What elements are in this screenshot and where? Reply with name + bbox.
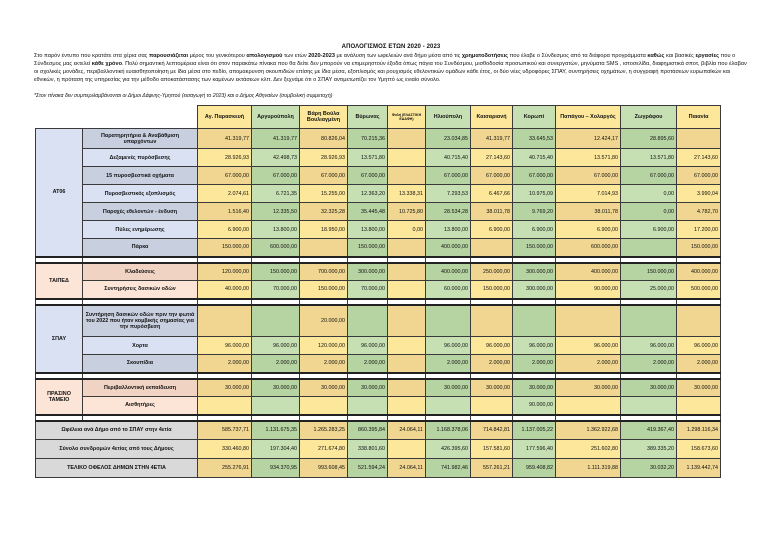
column-header: Ζωγράφου	[621, 106, 677, 129]
totals-cell: 860.395,84	[348, 421, 388, 440]
value-cell: 67.000,00	[300, 167, 348, 185]
value-cell: 4.782,70	[677, 203, 721, 221]
value-cell: 250.000,00	[471, 263, 513, 281]
value-cell	[252, 305, 300, 337]
value-cell: 38.011,78	[471, 203, 513, 221]
value-cell: 27.143,60	[471, 149, 513, 167]
value-cell	[471, 305, 513, 337]
value-cell: 67.000,00	[677, 167, 721, 185]
value-cell: 3.990,04	[677, 185, 721, 203]
value-cell: 500.000,00	[677, 281, 721, 299]
totals-row	[36, 459, 721, 478]
value-cell: 67.000,00	[198, 167, 252, 185]
column-header: Φυλή (ΕΛΑΣΤΙΚΗ ΕΔΑΦΗ)	[388, 106, 426, 129]
value-cell: 28.926,93	[198, 149, 252, 167]
value-cell: 0,00	[621, 185, 677, 203]
totals-cell: 1.168.378,06	[426, 421, 471, 440]
value-cell: 41.319,77	[471, 129, 513, 149]
category-label: ΑΤ06	[36, 129, 83, 257]
value-cell	[426, 305, 471, 337]
value-cell	[388, 355, 426, 373]
table-row	[36, 397, 721, 415]
totals-cell: 251.602,80	[556, 440, 621, 459]
value-cell: 32.325,28	[300, 203, 348, 221]
column-header: Ηλιούπολη	[426, 106, 471, 129]
value-cell	[300, 239, 348, 257]
value-cell: 30.000,00	[300, 379, 348, 397]
totals-cell: 197.304,40	[252, 440, 300, 459]
value-cell: 67.000,00	[556, 167, 621, 185]
value-cell: 2.000,00	[621, 355, 677, 373]
row-label: 15 πυροσβεστικά οχήματα	[83, 167, 198, 185]
value-cell: 2.000,00	[513, 355, 556, 373]
value-cell: 96.000,00	[252, 337, 300, 355]
value-cell	[471, 397, 513, 415]
category-label: ΤΑΙΠΕΔ	[36, 263, 83, 299]
value-cell	[388, 281, 426, 299]
value-cell: 80.826,04	[300, 129, 348, 149]
table-row	[36, 239, 721, 257]
value-cell: 2.000,00	[471, 355, 513, 373]
value-cell: 150.000,00	[198, 239, 252, 257]
totals-cell: 1.139.442,74	[677, 459, 721, 478]
value-cell: 30.000,00	[252, 379, 300, 397]
value-cell	[471, 239, 513, 257]
value-cell: 33.645,53	[513, 129, 556, 149]
totals-cell: 419.367,40	[621, 421, 677, 440]
value-cell: 30.000,00	[426, 379, 471, 397]
value-cell: 96.000,00	[621, 337, 677, 355]
value-cell: 300.000,00	[513, 263, 556, 281]
totals-cell: 30.032,20	[621, 459, 677, 478]
totals-cell: 426.395,60	[426, 440, 471, 459]
value-cell	[388, 149, 426, 167]
value-cell: 6.721,35	[252, 185, 300, 203]
value-cell: 150.000,00	[300, 281, 348, 299]
value-cell: 6.900,00	[198, 221, 252, 239]
table-row	[36, 379, 721, 397]
value-cell: 28.926,93	[300, 149, 348, 167]
value-cell: 17.200,00	[677, 221, 721, 239]
table-row	[36, 263, 721, 281]
totals-cell: 330.460,80	[198, 440, 252, 459]
table-row	[36, 203, 721, 221]
value-cell	[388, 239, 426, 257]
value-cell: 600.000,00	[252, 239, 300, 257]
totals-cell: 1.137.005,22	[513, 421, 556, 440]
header-row	[36, 106, 721, 129]
intro-paragraph: Στο παρόν έντυπο που κρατάτε στα χέρια σας παρουσιάζεται μέρος του γενικότερου απολογισμού των ετών 2020-2023 με ανάλυση των ωφελειών ανά δήμο μέσα από τις χρηματοδοτήσεις που έλαβε ο Σύνδεσμος από τα διάφορα προγράμματα καθώς και βασικές εργασίες που ο Σύνδεσμος μας εκτελεί κάθε χρόνο. Πολύ σημαντική λεπτομέρεια είναι ότι στον παρακάτω πίνακα που θα δείτε δεν μπορούν να επιμερηστούν έξοδα όπως πάγια του Συνδέσμου, μισθοδοσία προσωπικού και συνεργατών, μηνύματα SMS , ιστοσελίδα, διαφημιστικά σποτ, βιβλία που έλαβαν οι σχολικές μονάδες, περιβαλλοντική ευαισθητοποίηση με ίδια μέσα στο πεδίο, απομακρυνση σκουπιδιών επίσης με ίδια μέσα, εξοπλισμός και ρουχισμός εθελοντικών ομάδων κάθε έτος, οι δύο νέες υδροφόρες ΣΠΑΥ, συντηρήσεις οχημάτων, η συγγραφή προτάσεων ευρωπαϊκών και εθνικών, η πρόταση της υπηρεσίας για την μέθοδο αποκατάστασης των καμένων εκτάσεων κλπ. Δεν ξεχνάμε ότι ο ΣΠΑΥ αντιμετωπίζει τον Υμηττό ως ενιαίο σύνολο.	[34, 53, 747, 84]
value-cell: 120.000,00	[300, 337, 348, 355]
value-cell	[513, 305, 556, 337]
value-cell: 6.900,00	[513, 221, 556, 239]
value-cell: 70.000,00	[252, 281, 300, 299]
totals-cell: 993.608,45	[300, 459, 348, 478]
totals-label: ΤΕΛΙΚΟ ΟΦΕΛΟΣ ΔΗΜΩΝ ΣΤΗΝ 4ΕΤΙΑ	[36, 459, 198, 478]
value-cell: 2.000,00	[556, 355, 621, 373]
column-header: Κορωπί	[513, 106, 556, 129]
value-cell: 30.000,00	[513, 379, 556, 397]
value-cell: 20.000,00	[300, 305, 348, 337]
totals-cell: 338.801,60	[348, 440, 388, 459]
value-cell: 30.000,00	[621, 379, 677, 397]
value-cell	[388, 263, 426, 281]
value-cell: 150.000,00	[677, 239, 721, 257]
value-cell: 41.319,77	[198, 129, 252, 149]
category-label: ΠΡΑΣΙΝΟ ΤΑΜΕΙΟ	[36, 379, 83, 415]
totals-cell: 585.737,71	[198, 421, 252, 440]
value-cell: 96.000,00	[198, 337, 252, 355]
document-title: ΑΠΟΛΟΓΙΣΜΟΣ ΕΤΩΝ 2020 - 2023	[341, 44, 441, 50]
value-cell	[677, 129, 721, 149]
value-cell: 42.498,73	[252, 149, 300, 167]
row-label: Σκουπίδια	[83, 355, 198, 373]
value-cell	[300, 397, 348, 415]
row-label: Δεξαμενές πυρόσβεσης	[83, 149, 198, 167]
row-label: Περιβαλλοντική εκπαίδευση	[83, 379, 198, 397]
value-cell: 28.895,60	[621, 129, 677, 149]
row-label: Πυροσβεστικός εξοπλισμός	[83, 185, 198, 203]
value-cell	[388, 129, 426, 149]
row-label: Συντήρηση δασικών οδών πριν την φωτιά του 2022 που ήταν κομβικής σημασίας για την πυρόσβεση	[83, 305, 198, 337]
row-label: Πάρκα	[83, 239, 198, 257]
value-cell: 400.000,00	[426, 263, 471, 281]
column-header: Αργυρούπολη	[252, 106, 300, 129]
column-header: Βάρη Βούλα Βουλιαγμένη	[300, 106, 348, 129]
value-cell: 23.034,85	[426, 129, 471, 149]
value-cell: 700.000,00	[300, 263, 348, 281]
table-row	[36, 167, 721, 185]
value-cell: 30.000,00	[198, 379, 252, 397]
value-cell: 96.000,00	[426, 337, 471, 355]
table-row	[36, 221, 721, 239]
value-cell: 6.900,00	[621, 221, 677, 239]
totals-cell: 934.370,95	[252, 459, 300, 478]
value-cell	[556, 397, 621, 415]
value-cell: 400.000,00	[426, 239, 471, 257]
totals-cell: 24.064,11	[388, 459, 426, 478]
value-cell: 150.000,00	[621, 263, 677, 281]
value-cell: 67.000,00	[471, 167, 513, 185]
value-cell: 67.000,00	[348, 167, 388, 185]
value-cell	[556, 305, 621, 337]
value-cell: 600.000,00	[556, 239, 621, 257]
row-label: Πύλες ενημέρωσης	[83, 221, 198, 239]
value-cell: 2.000,00	[348, 355, 388, 373]
value-cell: 90.000,00	[513, 397, 556, 415]
value-cell: 13.800,00	[348, 221, 388, 239]
value-cell: 7.293,53	[426, 185, 471, 203]
value-cell: 38.011,78	[556, 203, 621, 221]
value-cell	[252, 397, 300, 415]
value-cell: 96.000,00	[348, 337, 388, 355]
value-cell: 40.715,40	[513, 149, 556, 167]
value-cell: 30.000,00	[471, 379, 513, 397]
totals-label: Ωφέλεια ανά Δήμο από το ΣΠΑΥ στην 4ετία	[36, 421, 198, 440]
value-cell: 96.000,00	[471, 337, 513, 355]
value-cell: 27.143,60	[677, 149, 721, 167]
totals-cell: 158.673,60	[677, 440, 721, 459]
table-row	[36, 281, 721, 299]
value-cell: 120.000,00	[198, 263, 252, 281]
value-cell	[198, 397, 252, 415]
value-cell: 150.000,00	[513, 239, 556, 257]
column-header: Παπάγου – Χολαργός	[556, 106, 621, 129]
table-row	[36, 305, 721, 337]
totals-cell: 521.594,24	[348, 459, 388, 478]
value-cell: 30.000,00	[348, 379, 388, 397]
value-cell: 67.000,00	[252, 167, 300, 185]
row-label: Χορτα	[83, 337, 198, 355]
value-cell: 150.000,00	[348, 239, 388, 257]
value-cell: 96.000,00	[513, 337, 556, 355]
row-label: Συντηρήσεις δασικών οδών	[83, 281, 198, 299]
value-cell	[677, 305, 721, 337]
benefits-table	[35, 105, 721, 478]
value-cell: 6.900,00	[556, 221, 621, 239]
totals-cell: 714.842,81	[471, 421, 513, 440]
value-cell	[677, 397, 721, 415]
value-cell: 400.000,00	[556, 263, 621, 281]
header-blank	[83, 106, 198, 129]
totals-cell: 1.111.319,88	[556, 459, 621, 478]
table-row	[36, 185, 721, 203]
value-cell: 13.800,00	[252, 221, 300, 239]
column-header: Παιανία	[677, 106, 721, 129]
value-cell: 96.000,00	[556, 337, 621, 355]
value-cell: 400.000,00	[677, 263, 721, 281]
value-cell: 67.000,00	[513, 167, 556, 185]
table-row	[36, 129, 721, 149]
footnote: *Στον πίνακα δεν συμπεριλαμβάνονται οι Δήμοι Δάφνης-Υμηττού (εισαγωγή το 2023) και ο Δήμος Αθηναίων (συμβολική συμμετοχή)	[34, 93, 333, 99]
value-cell: 40.715,40	[426, 149, 471, 167]
value-cell: 13.571,80	[348, 149, 388, 167]
totals-cell: 177.596,40	[513, 440, 556, 459]
value-cell: 6.900,00	[471, 221, 513, 239]
value-cell	[348, 305, 388, 337]
totals-label: Σύνολο συνδρομών 4ετίας από τους Δήμους	[36, 440, 198, 459]
row-label: Αισθητήρες	[83, 397, 198, 415]
value-cell: 12.424,17	[556, 129, 621, 149]
value-cell: 6.467,66	[471, 185, 513, 203]
value-cell: 40.000,00	[198, 281, 252, 299]
value-cell: 13.571,80	[556, 149, 621, 167]
value-cell: 60.000,00	[426, 281, 471, 299]
value-cell: 30.000,00	[677, 379, 721, 397]
value-cell: 300.000,00	[513, 281, 556, 299]
value-cell	[621, 397, 677, 415]
value-cell	[426, 397, 471, 415]
value-cell: 67.000,00	[426, 167, 471, 185]
value-cell: 2.000,00	[300, 355, 348, 373]
value-cell: 28.534,28	[426, 203, 471, 221]
row-label: Παρατηρητήρια & Αναβάθμιση υπαρχόντων	[83, 129, 198, 149]
value-cell: 7.014,93	[556, 185, 621, 203]
value-cell: 90.000,00	[556, 281, 621, 299]
value-cell: 10.975,09	[513, 185, 556, 203]
value-cell	[621, 239, 677, 257]
value-cell: 70.000,00	[348, 281, 388, 299]
totals-cell: 255.276,91	[198, 459, 252, 478]
totals-cell: 157.581,60	[471, 440, 513, 459]
value-cell: 2.074,61	[198, 185, 252, 203]
value-cell: 12.363,20	[348, 185, 388, 203]
value-cell: 0,00	[621, 203, 677, 221]
value-cell: 150.000,00	[471, 281, 513, 299]
totals-cell: 557.261,21	[471, 459, 513, 478]
value-cell: 10.725,80	[388, 203, 426, 221]
value-cell: 1.516,40	[198, 203, 252, 221]
totals-cell: 1.131.675,35	[252, 421, 300, 440]
value-cell: 0,00	[388, 221, 426, 239]
value-cell: 2.000,00	[252, 355, 300, 373]
totals-cell	[388, 440, 426, 459]
value-cell: 30.000,00	[556, 379, 621, 397]
value-cell: 13.338,31	[388, 185, 426, 203]
table-row	[36, 355, 721, 373]
value-cell: 2.000,00	[426, 355, 471, 373]
value-cell: 2.000,00	[198, 355, 252, 373]
value-cell: 25.000,00	[621, 281, 677, 299]
value-cell	[388, 379, 426, 397]
value-cell: 18.950,00	[300, 221, 348, 239]
column-header: Καισαριανή	[471, 106, 513, 129]
value-cell	[621, 305, 677, 337]
totals-cell: 1.265.283,25	[300, 421, 348, 440]
totals-cell: 1.298.116,34	[677, 421, 721, 440]
value-cell: 70.215,36	[348, 129, 388, 149]
value-cell: 13.571,80	[621, 149, 677, 167]
totals-row	[36, 421, 721, 440]
value-cell: 150.000,00	[252, 263, 300, 281]
value-cell	[348, 397, 388, 415]
value-cell	[388, 305, 426, 337]
value-cell: 35.445,48	[348, 203, 388, 221]
value-cell: 15.255,00	[300, 185, 348, 203]
value-cell	[388, 167, 426, 185]
totals-cell: 24.064,11	[388, 421, 426, 440]
totals-cell: 389.335,20	[621, 440, 677, 459]
totals-cell: 741.982,46	[426, 459, 471, 478]
category-label: ΣΠΑΥ	[36, 305, 83, 373]
column-header: Βύρωνας	[348, 106, 388, 129]
row-label: Κλαδεύσεις	[83, 263, 198, 281]
value-cell: 13.800,00	[426, 221, 471, 239]
totals-cell: 959.408,82	[513, 459, 556, 478]
value-cell	[388, 397, 426, 415]
table-row	[36, 337, 721, 355]
table-row	[36, 149, 721, 167]
value-cell	[198, 305, 252, 337]
column-header: Αγ. Παρασκευή	[198, 106, 252, 129]
totals-row	[36, 440, 721, 459]
value-cell: 300.000,00	[348, 263, 388, 281]
value-cell: 96.000,00	[677, 337, 721, 355]
row-label: Παροχές εθελοντών - ένδυση	[83, 203, 198, 221]
value-cell: 2.000,00	[677, 355, 721, 373]
header-blank	[36, 106, 83, 129]
value-cell: 67.000,00	[621, 167, 677, 185]
totals-cell: 1.362.922,68	[556, 421, 621, 440]
value-cell: 9.769,20	[513, 203, 556, 221]
value-cell	[388, 337, 426, 355]
value-cell: 12.335,50	[252, 203, 300, 221]
totals-cell: 271.674,80	[300, 440, 348, 459]
value-cell: 41.319,77	[252, 129, 300, 149]
